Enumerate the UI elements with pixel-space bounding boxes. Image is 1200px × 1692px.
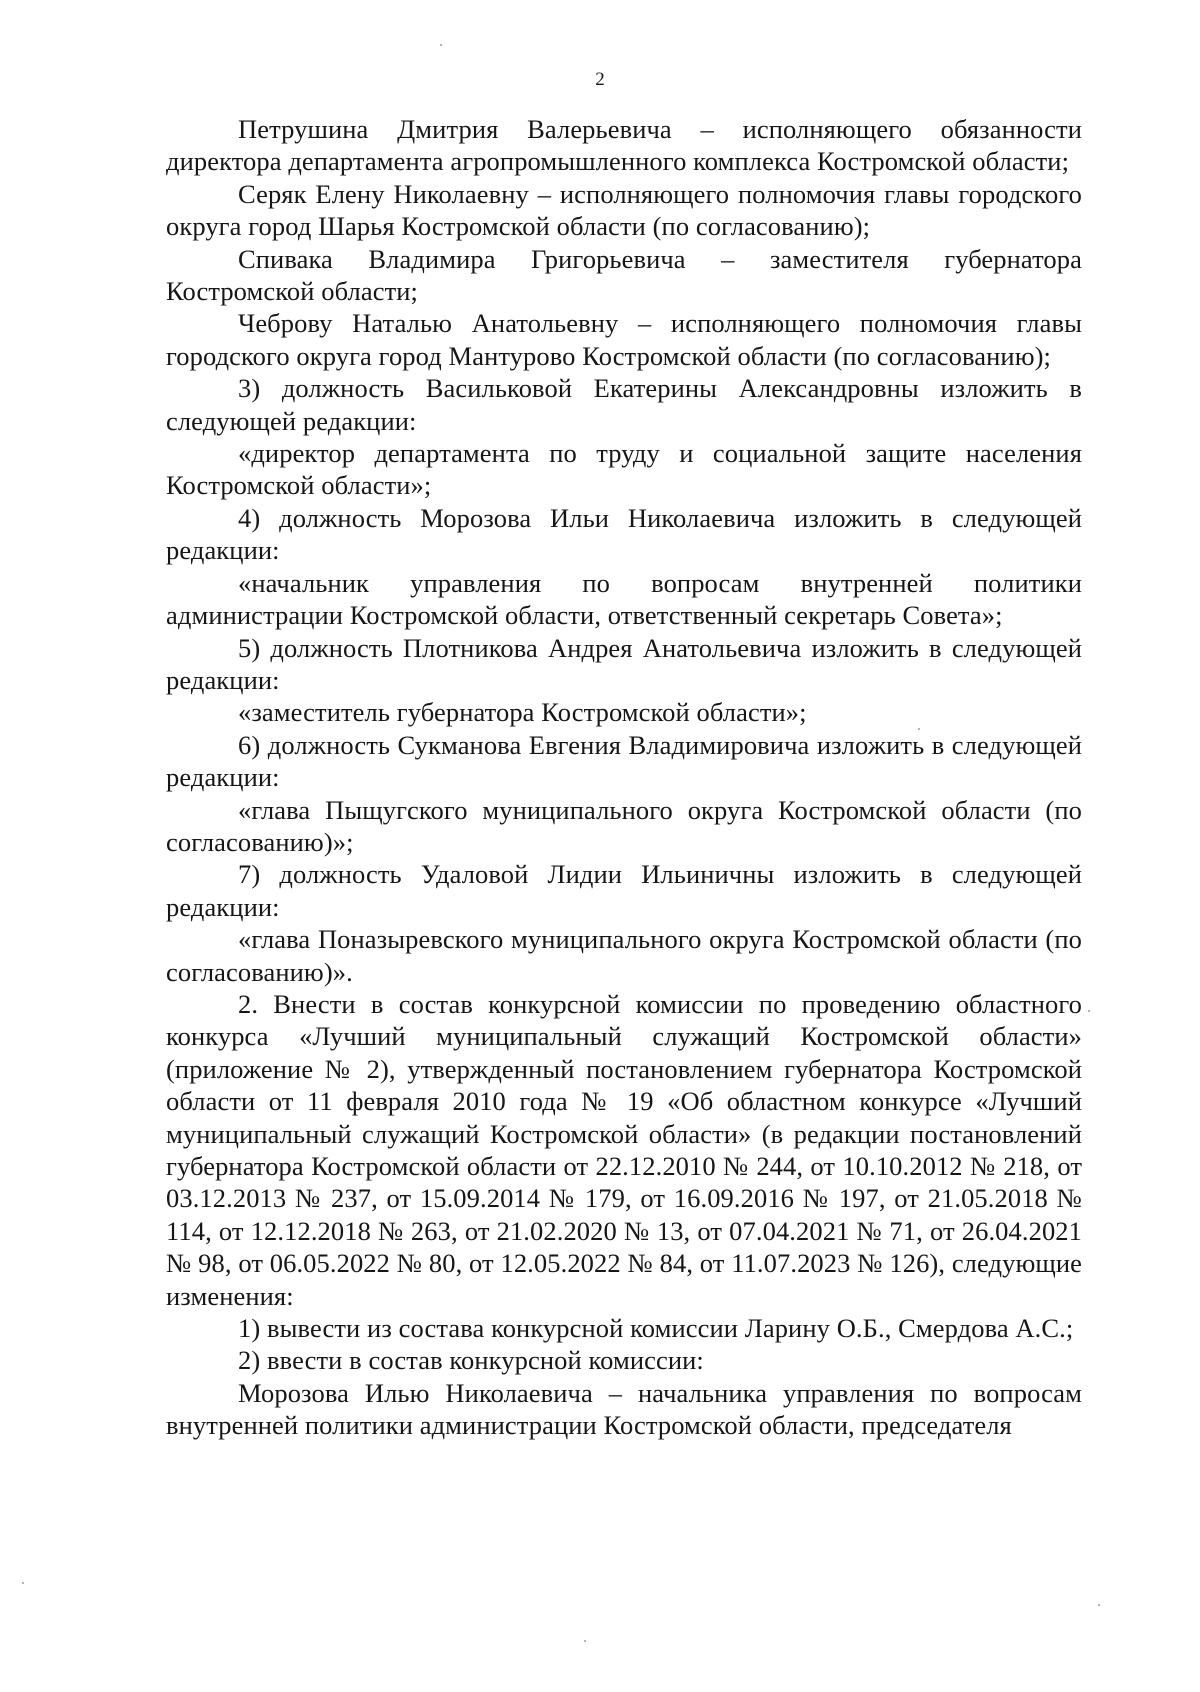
paragraph-petrushin: Петрушина Дмитрия Валерьевича – исполняющего обязанности директора департамента агропромышленного комплекса Костромской области; — [166, 114, 1082, 177]
paragraph-item-5: 5) должность Плотникова Андрея Анатольевича изложить в следующей редакции: — [166, 632, 1082, 695]
paragraph-item-4-quote: «начальник управления по вопросам внутренней политики администрации Костромской области, ответственный секретарь Совета»; — [166, 567, 1082, 631]
scan-speck — [918, 728, 920, 730]
document-body — [166, 113, 1082, 1442]
scan-speck — [1088, 1010, 1090, 1012]
paragraph-item-4: 4) должность Морозова Ильи Николаевича изложить в следующей редакции: — [166, 502, 1082, 566]
scan-speck — [22, 1582, 24, 1584]
paragraph-spivak: Спивака Владимира Григорьевича – заместителя губернатора Костромской области; — [166, 243, 1082, 307]
paragraph-section-2-item-2: 2) ввести в состав конкурсной комиссии: — [238, 1345, 704, 1376]
paragraph-section-2-item-1: 1) вывести из состава конкурсной комиссии Ларину О.Б., Смердова А.С.; — [238, 1313, 1074, 1344]
page-number: 2 — [595, 69, 605, 90]
scan-speck — [1098, 1604, 1100, 1606]
paragraph-item-7-quote: «глава Поназыревского муниципального округа Костромской области (по согласованию)». — [166, 924, 1082, 987]
paragraph-item-3-quote: «директор департамента по труду и социальной защите населения Костромской области»; — [166, 438, 1082, 501]
paragraph-seryak: Серяк Елену Николаевну – исполняющего полномочия главы городского округа город Шарья Костромской области (по согласованию); — [166, 178, 1082, 242]
paragraph-item-5-quote: «заместитель губернатора Костромской области»; — [238, 697, 807, 728]
paragraph-item-3: 3) должность Васильковой Екатерины Александровны изложить в следующей редакции: — [166, 373, 1082, 436]
paragraph-morozov: Морозова Илью Николаевича – начальника управления по вопросам внутренней политики администрации Костромской области, председателя — [166, 1377, 1082, 1441]
paragraph-item-6-quote: «глава Пыщугского муниципального округа Костромской области (по согласованию)»; — [166, 794, 1082, 857]
paragraph-item-6: 6) должность Сукманова Евгения Владимировича изложить в следующей редакции: — [166, 729, 1082, 793]
paragraph-item-7: 7) должность Удаловой Лидии Ильиничны изложить в следующей редакции: — [166, 859, 1082, 922]
paragraph-chebrova: Чеброву Наталью Анатольевну – исполняющего полномочия главы городского округа город Мантурово Костромской области (по согласованию); — [166, 308, 1082, 371]
scan-speck — [584, 1640, 586, 1642]
paragraph-section-2: 2. Внести в состав конкурсной комиссии по проведению областного конкурса «Лучший муниципальный служащий Костромской области» (приложение № 2), утвержденный постановлением губернатора Костромской области от 11 февраля 2010 года № 19 «Об областном конкурсе «Лучший муниципальный служащий Костромской области» (в редакции постановлений губернатора Костромской области от 22.12.2010 № 244, от 10.10.2012 № 218, от 03.12.2013 № 237, от 15.09.2014 № 179, от 16.09.2016 № 197, от 21.05.2018 № 114, от 12.12.2018 № 263, от 21.02.2020 № 13, от 07.04.2021 № 71, от 26.04.2021 № 98, от 06.05.2022 № 80, от 12.05.2022 № 84, от 11.07.2023 № 126), следующие изменения: — [166, 988, 1082, 1311]
scan-speck — [440, 44, 442, 46]
